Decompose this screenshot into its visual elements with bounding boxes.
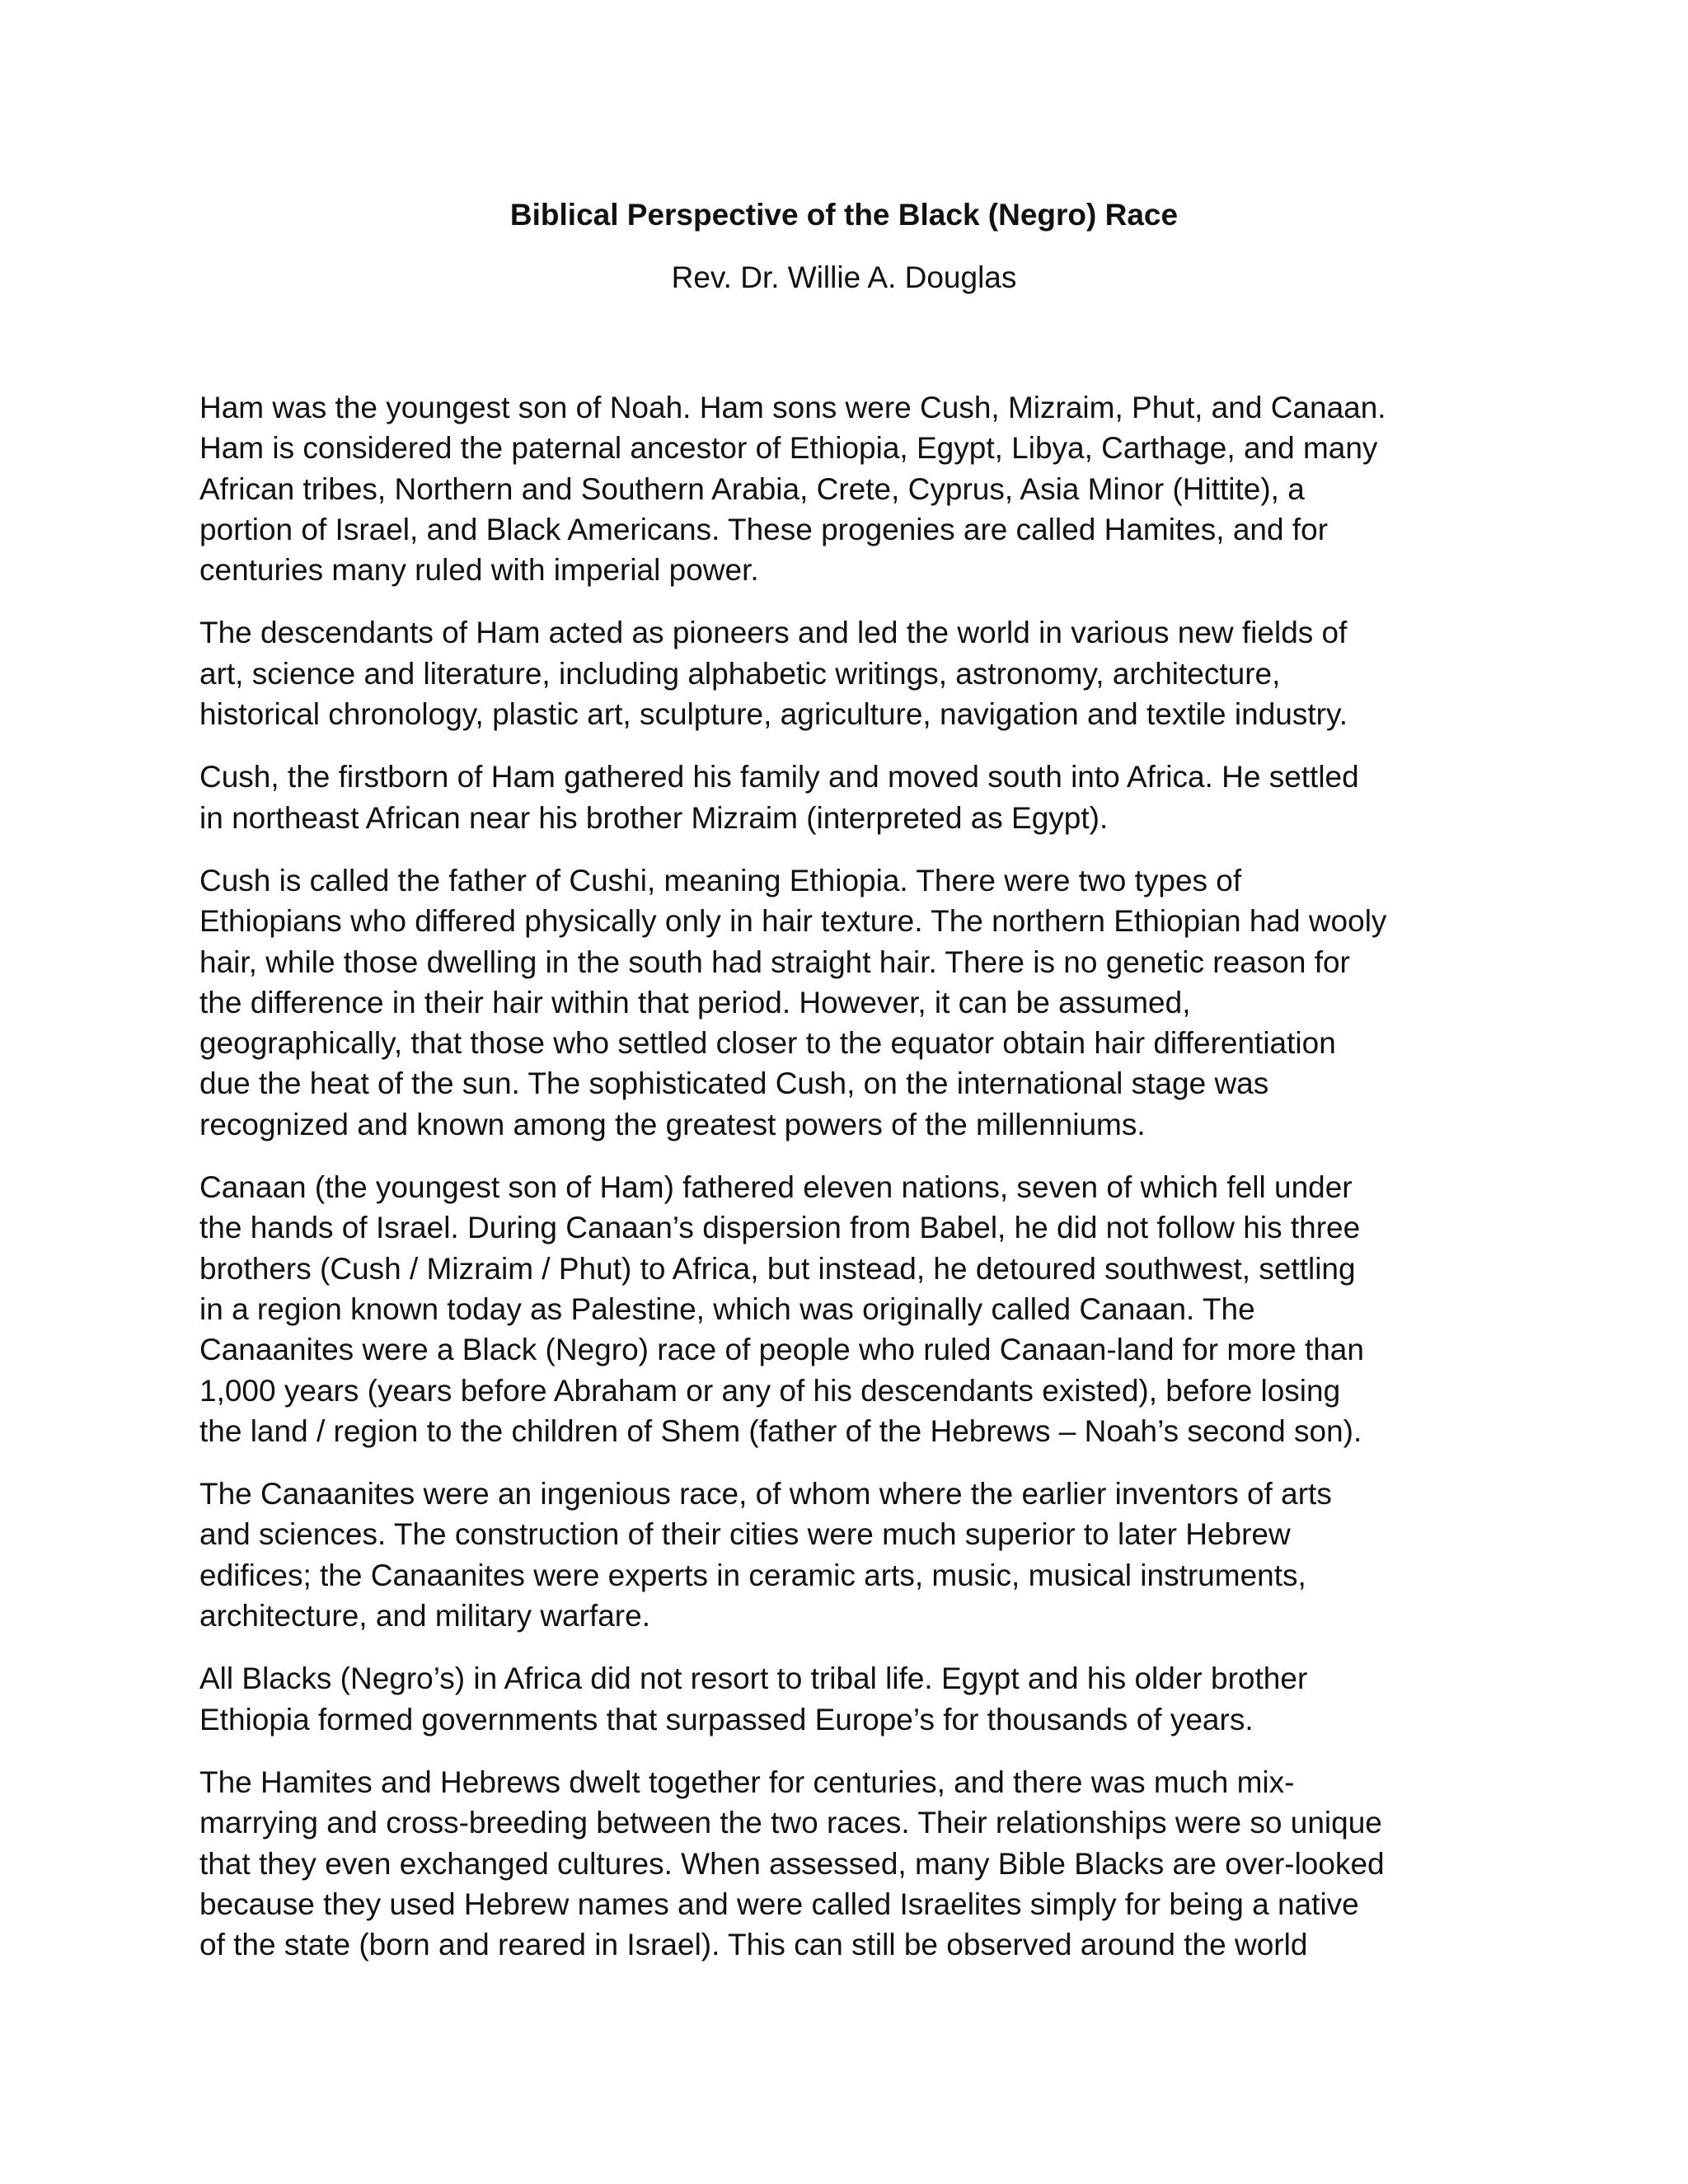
text-line: recognized and known among the greatest powers of the millenniums.	[199, 1107, 1146, 1141]
paragraph-7	[199, 1658, 1502, 1740]
document-author: Rev. Dr. Willie A. Douglas	[671, 260, 1017, 294]
text-line: portion of Israel, and Black Americans. These progenies are called Hamites, and for	[199, 512, 1329, 546]
text-line: Ethiopians who differed physically only in hair texture. The northern Ethiopian had wooly	[199, 904, 1387, 939]
text-line: Canaan (the youngest son of Ham) fathered eleven nations, seven of which fell under	[199, 1170, 1353, 1205]
text-line: Cush, the firstborn of Ham gathered his family and moved south into Africa. He settled	[199, 760, 1359, 794]
text-line: marrying and cross-breeding between the two races. Their relationships were so unique	[199, 1806, 1382, 1840]
text-line: Cush is called the father of Cushi, meaning Ethiopia. There were two types of	[199, 863, 1242, 898]
paragraph-2	[199, 612, 1502, 734]
text-line: the hands of Israel. During Canaan’s dispersion from Babel, he did not follow his three	[199, 1211, 1361, 1245]
text-line: the land / region to the children of Shem (father of the Hebrews – Noah’s second son).	[199, 1413, 1362, 1448]
text-line: The Hamites and Hebrews dwelt together for centuries, and there was much mix-	[199, 1765, 1295, 1799]
text-line: art, science and literature, including alphabetic writings, astronomy, architecture,	[199, 656, 1281, 691]
text-line: and sciences. The construction of their cities were much superior to later Hebrew	[199, 1517, 1291, 1552]
paragraph-4	[199, 860, 1502, 1145]
paragraph-8	[199, 1762, 1502, 1965]
text-line: Ham was the youngest son of Noah. Ham sons were Cush, Mizraim, Phut, and Canaan.	[199, 391, 1386, 424]
text-line: because they used Hebrew names and were called Israelites simply for being a native	[199, 1886, 1359, 1921]
text-line: Ethiopia formed governments that surpassed Europe’s for thousands of years.	[199, 1702, 1254, 1736]
text-line: The Canaanites were an ingenious race, of whom where the earlier inventors of arts	[199, 1477, 1332, 1511]
text-line: that they even exchanged cultures. When assessed, many Bible Blacks are over-looked	[199, 1846, 1385, 1881]
text-line: in a region known today as Palestine, which was originally called Canaan. The	[199, 1291, 1255, 1326]
text-line: centuries many ruled with imperial power.	[199, 553, 759, 588]
text-line: in northeast African near his brother Mizraim (interpreted as Egypt).	[199, 800, 1109, 835]
paragraph-6	[199, 1474, 1502, 1636]
text-line: Ham is considered the paternal ancestor of Ethiopia, Egypt, Libya, Carthage, and many	[199, 431, 1378, 466]
text-line: due the heat of the sun. The sophisticated Cush, on the international stage was	[199, 1066, 1269, 1101]
text-line: the difference in their hair within that period. However, it can be assumed,	[199, 985, 1191, 1019]
text-line: African tribes, Northern and Southern Arabia, Crete, Cyprus, Asia Minor (Hittite), a	[199, 471, 1305, 506]
paragraph-3	[199, 757, 1502, 838]
document-body	[199, 387, 1502, 1987]
text-line: edifices; the Canaanites were experts in ceramic arts, music, musical instruments,	[199, 1558, 1306, 1592]
text-line: architecture, and military warfare.	[199, 1599, 650, 1633]
text-line: All Blacks (Negro’s) in Africa did not resort to tribal life. Egypt and his older brother	[199, 1661, 1308, 1696]
text-line: hair, while those dwelling in the south had straight hair. There is no genetic reason for	[199, 944, 1350, 979]
text-line: The descendants of Ham acted as pioneers and led the world in various new fields of	[199, 616, 1348, 650]
text-line: of the state (born and reared in Israel). This can still be observed around the world	[199, 1928, 1308, 1962]
document-title: Biblical Perspective of the Black (Negro) Race	[509, 198, 1179, 232]
paragraph-5	[199, 1167, 1502, 1451]
text-line: brothers (Cush / Mizraim / Phut) to Africa, but instead, he detoured southwest, settling	[199, 1251, 1356, 1286]
text-line: historical chronology, plastic art, sculpture, agriculture, navigation and textile industry.	[199, 697, 1348, 732]
text-line: geographically, that those who settled closer to the equator obtain hair differentiation	[199, 1026, 1336, 1061]
text-line: 1,000 years (years before Abraham or any of his descendants existed), before losing	[199, 1373, 1341, 1408]
text-line: Canaanites were a Black (Negro) race of people who ruled Canaan-land for more than	[199, 1333, 1364, 1367]
paragraph-1	[199, 387, 1502, 590]
